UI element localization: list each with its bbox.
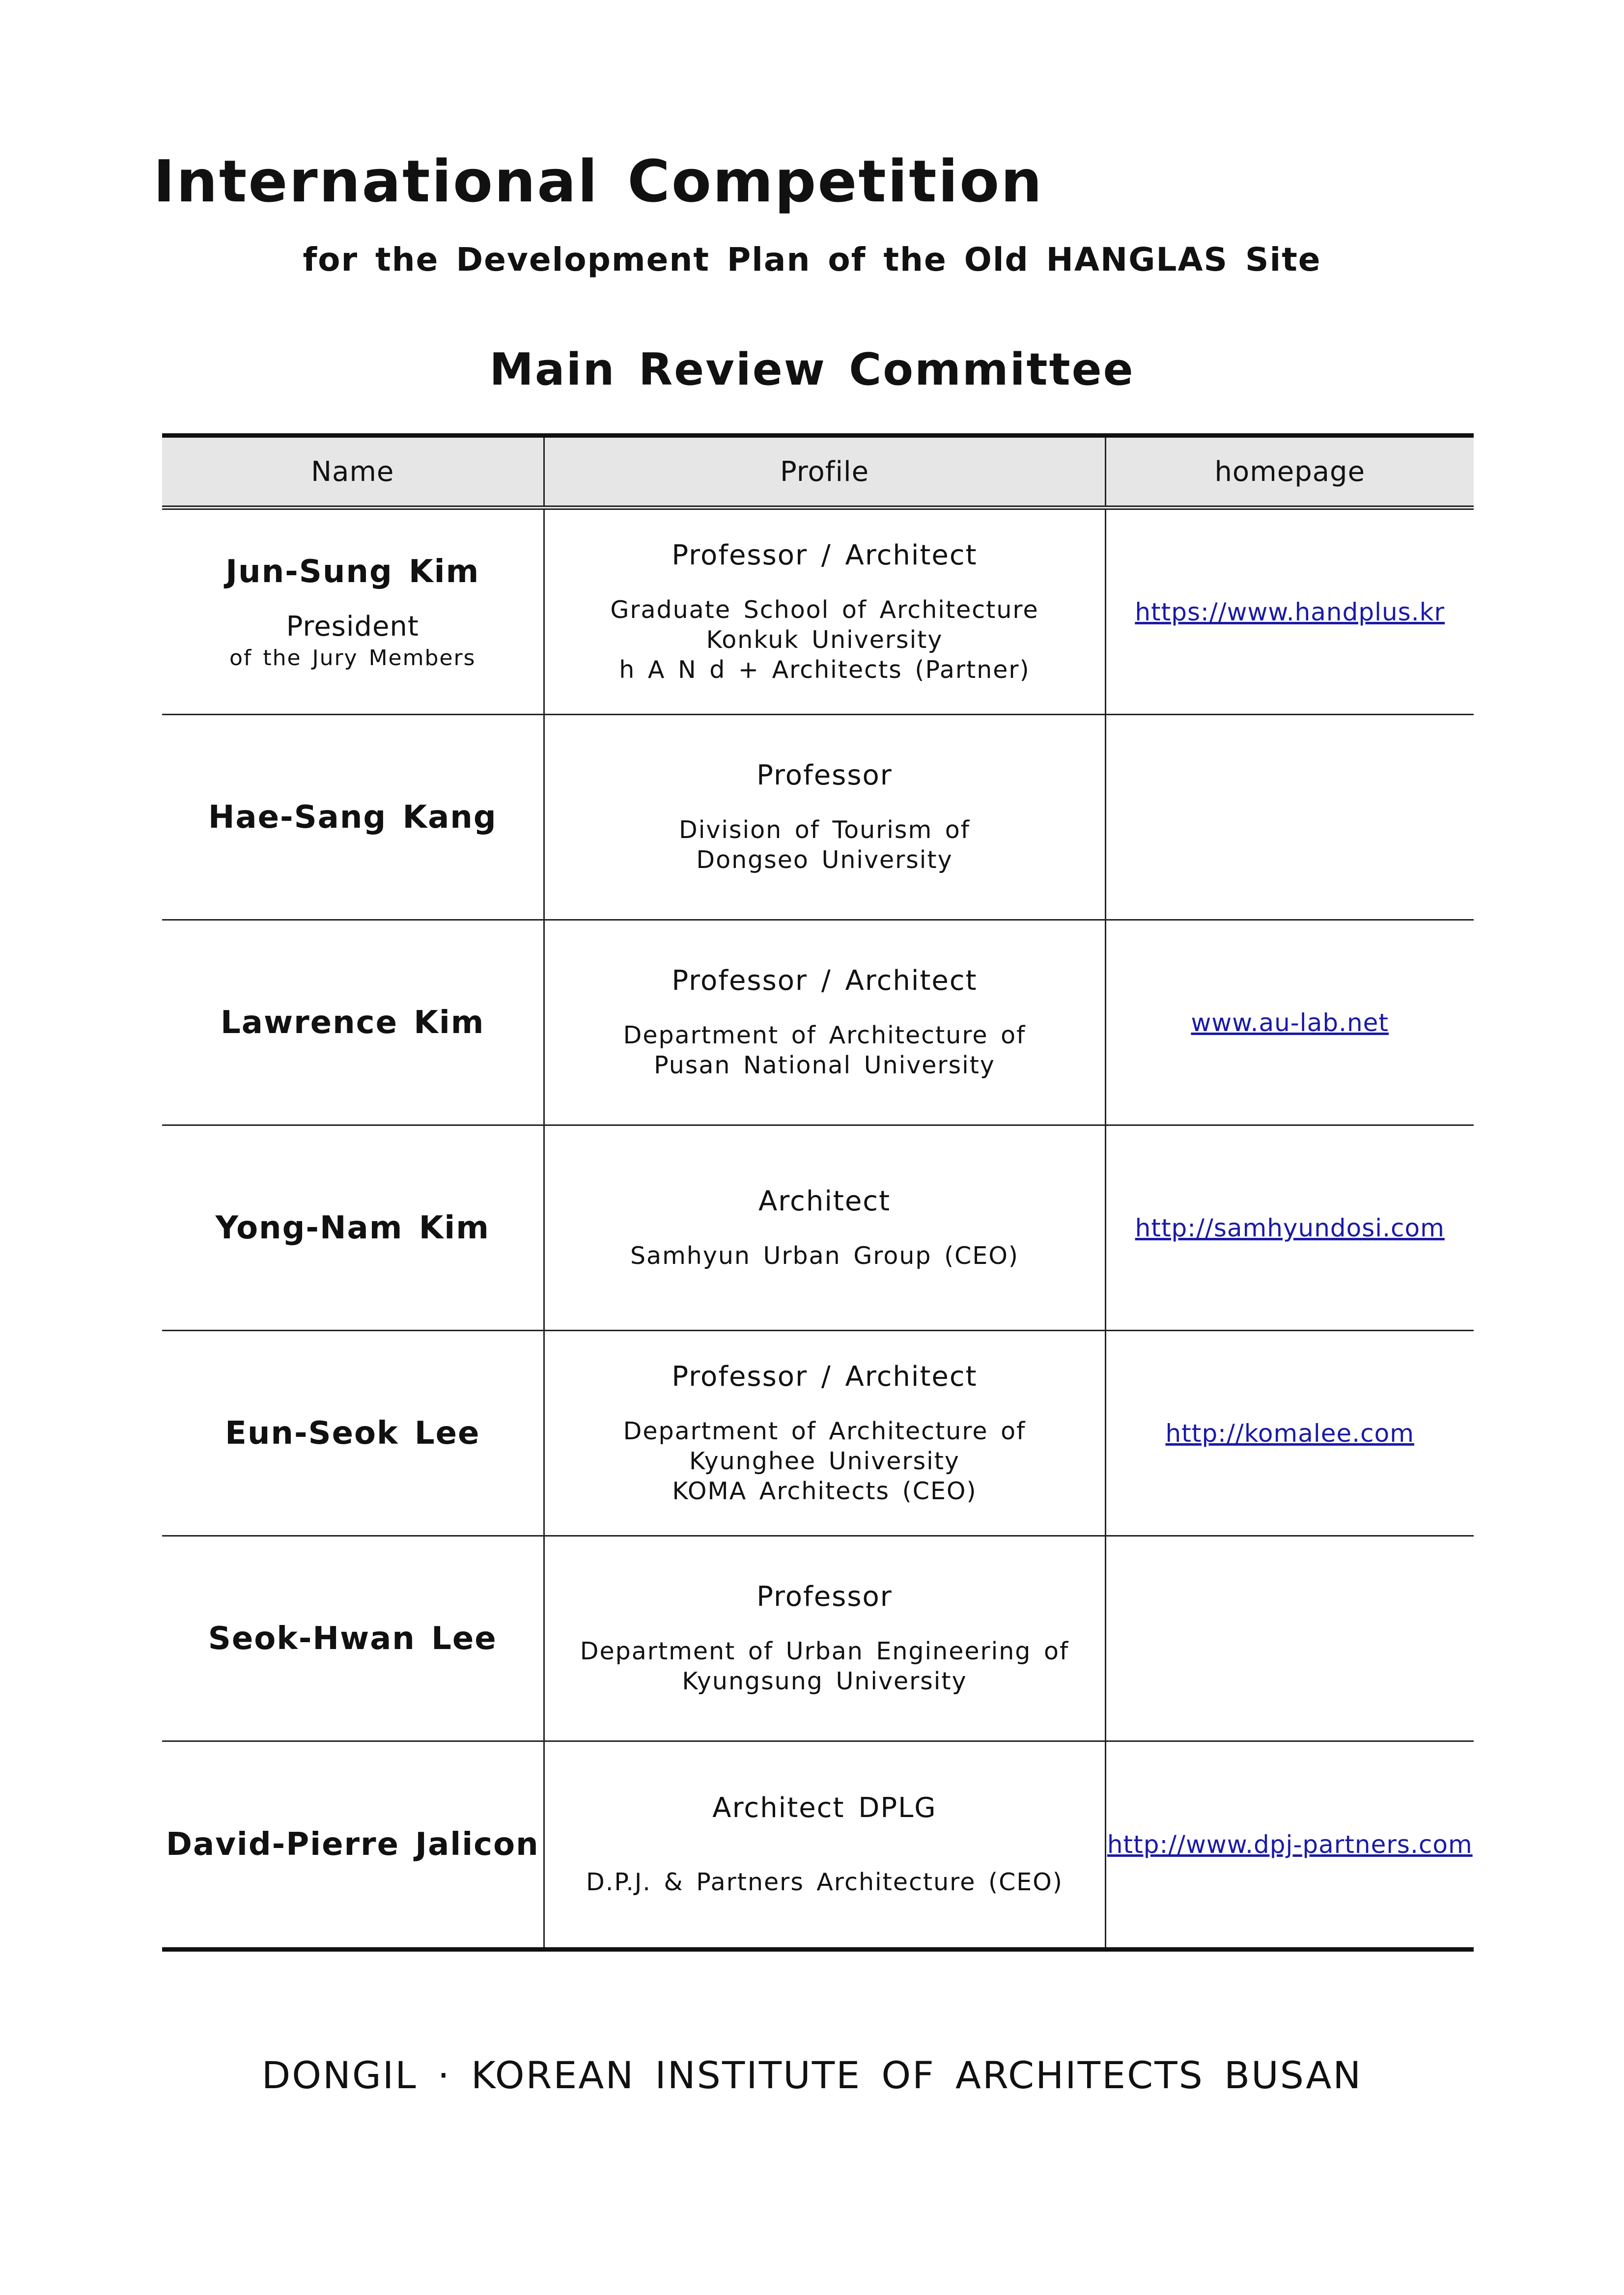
- profile-cell: [544, 1331, 1105, 1536]
- table-row: [162, 508, 1474, 715]
- profile-line: Department of Architecture of: [623, 1021, 1026, 1049]
- name-cell: [162, 508, 544, 715]
- homepage-link[interactable]: https://www.handplus.kr: [1135, 597, 1445, 626]
- name-cell: [162, 1536, 544, 1741]
- homepage-cell: [1105, 1125, 1474, 1331]
- homepage-link[interactable]: http://komalee.com: [1165, 1419, 1414, 1448]
- member-name: Lawrence Kim: [221, 1004, 485, 1041]
- profile-title: Professor / Architect: [672, 965, 978, 997]
- member-name: Yong-Nam Kim: [215, 1209, 490, 1246]
- document-subtitle: for the Development Plan of the Old HANGLAS Site: [303, 241, 1321, 279]
- profile-title: Architect: [758, 1185, 891, 1217]
- profile-line: Division of Tourism of: [679, 816, 970, 844]
- table-row: [162, 1536, 1474, 1741]
- member-name: Jun-Sung Kim: [225, 553, 480, 590]
- profile-cell: [544, 1536, 1105, 1741]
- homepage-link[interactable]: http://samhyundosi.com: [1135, 1213, 1445, 1242]
- profile-line: Dongseo University: [696, 846, 953, 874]
- homepage-link[interactable]: http://www.dpj-partners.com: [1107, 1830, 1473, 1859]
- profile-title: Professor: [756, 759, 893, 791]
- profile-line: Department of Urban Engineering of: [580, 1637, 1069, 1665]
- member-name: David-Pierre Jalicon: [166, 1826, 539, 1863]
- profile-line: Department of Architecture of: [623, 1417, 1026, 1445]
- profile-detail: [545, 1020, 1105, 1080]
- homepage-cell: [1105, 1741, 1474, 1950]
- profile-detail: [545, 1241, 1105, 1271]
- member-name: Eun-Seok Lee: [225, 1415, 480, 1452]
- profile-detail: [545, 1636, 1105, 1696]
- table-row: [162, 1331, 1474, 1536]
- homepage-link[interactable]: www.au-lab.net: [1191, 1008, 1389, 1037]
- profile-line: Graduate School of Architecture: [610, 595, 1039, 624]
- table-row: [162, 715, 1474, 920]
- profile-line: KOMA Architects (CEO): [672, 1477, 977, 1505]
- profile-detail: [545, 815, 1105, 875]
- profile-cell: [544, 1741, 1105, 1950]
- profile-title: Professor / Architect: [672, 539, 978, 571]
- column-header-profile: Profile: [544, 436, 1105, 508]
- profile-line: D.P.J. & Partners Architecture (CEO): [586, 1868, 1063, 1896]
- profile-detail: [545, 1867, 1105, 1897]
- member-role-note: of the Jury Members: [229, 645, 476, 671]
- homepage-cell: [1105, 508, 1474, 715]
- homepage-cell: [1105, 1331, 1474, 1536]
- profile-line: Samhyun Urban Group (CEO): [630, 1241, 1019, 1270]
- name-cell: [162, 1125, 544, 1331]
- column-header-name: Name: [162, 436, 544, 508]
- profile-cell: [544, 715, 1105, 920]
- table-row: [162, 1741, 1474, 1950]
- profile-title: Professor: [756, 1581, 893, 1613]
- profile-cell: [544, 1125, 1105, 1331]
- profile-line: h A N d + Architects (Partner): [619, 655, 1030, 684]
- profile-line: Pusan National University: [654, 1051, 995, 1079]
- profile-cell: [544, 920, 1105, 1125]
- committee-table: [162, 433, 1474, 1952]
- profile-title: Professor / Architect: [672, 1360, 978, 1393]
- homepage-cell: [1105, 1536, 1474, 1741]
- profile-detail: [545, 595, 1105, 685]
- column-header-homepage: homepage: [1105, 436, 1474, 508]
- profile-line: Kyungsung University: [682, 1667, 967, 1695]
- table-row: [162, 1125, 1474, 1331]
- name-cell: [162, 1331, 544, 1536]
- table-row: [162, 920, 1474, 1125]
- profile-line: Kyunghee University: [689, 1447, 960, 1475]
- profile-title: Architect DPLG: [712, 1792, 937, 1824]
- name-cell: [162, 715, 544, 920]
- name-cell: [162, 920, 544, 1125]
- table-header-row: [162, 436, 1474, 508]
- homepage-cell: [1105, 920, 1474, 1125]
- member-name: Seok-Hwan Lee: [208, 1620, 497, 1657]
- profile-cell: [544, 508, 1105, 715]
- member-role: President: [286, 610, 419, 643]
- homepage-cell: [1105, 715, 1474, 920]
- document-title: International Competition: [153, 147, 1044, 215]
- profile-detail: [545, 1416, 1105, 1506]
- footer-organization: DONGIL · KOREAN INSTITUTE OF ARCHITECTS BUSAN: [261, 2053, 1363, 2097]
- name-cell: [162, 1741, 544, 1950]
- section-title: Main Review Committee: [489, 344, 1135, 395]
- profile-line: Konkuk University: [706, 625, 943, 654]
- member-name: Hae-Sang Kang: [208, 799, 497, 836]
